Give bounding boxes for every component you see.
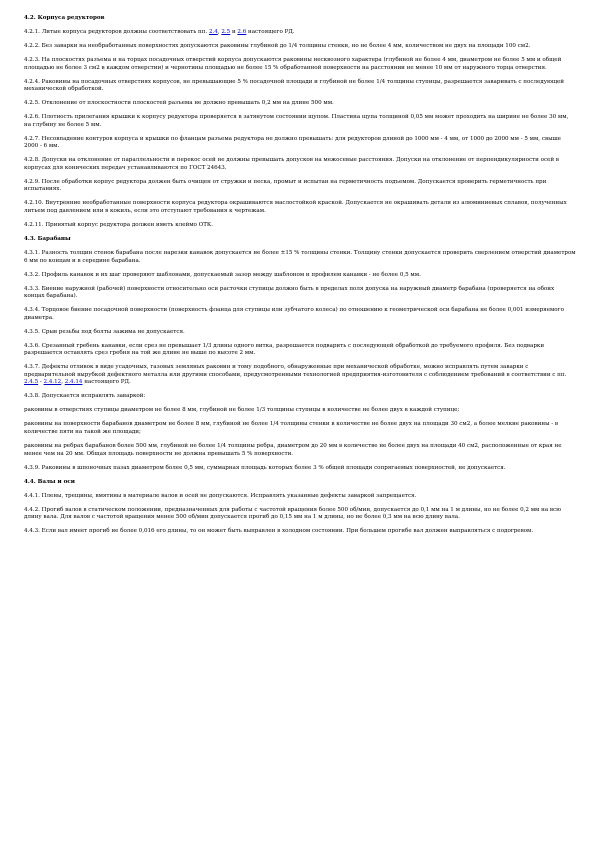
paragraph: [24, 272, 576, 280]
paragraph: [24, 250, 576, 265]
paragraph: [24, 222, 576, 230]
paragraph: [24, 407, 576, 415]
paragraph: [24, 343, 576, 358]
section-heading: 4.4. Валы и оси: [24, 478, 75, 485]
paragraph: [24, 57, 576, 72]
paragraph: [24, 200, 576, 215]
paragraph-text: раковины на поверхности барабанов диаметром не более 8 мм, глубиной не более 1/4 толщины стенки в количестве не более двух на площади 30 см2, а более мелкие раковины - в количестве пяти на такой же площади;: [24, 421, 559, 435]
paragraph: [24, 157, 576, 172]
paragraph-text: 4.3.4. Торцовое биение посадочной поверхности (поверхность фланца для ступицы или зубчатого колеса) по отношению к геометрической оси барабана не более 0,001 измеряемого диаметра.: [24, 307, 564, 321]
paragraph-text: раковины на ребрах барабанов более 500 мм, глубиной не более 1/4 толщины ребра, диаметром до 20 мм в количестве не более двух на площади 40 см2, расположенные от края не менее чем на 20 мм. Общая площадь поверхности не должна превышать 5 % поверхности.: [24, 442, 562, 457]
paragraph-text: ,: [61, 379, 65, 386]
paragraph-text: настоящего РД.: [82, 379, 131, 386]
paragraph: [24, 493, 576, 501]
paragraph-text: 4.2.11. Принятый корпус редуктора должен иметь клеймо ОТК.: [24, 222, 213, 228]
section-reference-link[interactable]: 2.4.5: [24, 379, 39, 386]
paragraph-text: 4.2.1. Литые корпуса редукторов должны соответствовать пп.: [24, 29, 209, 35]
paragraph-text: ,: [217, 29, 222, 35]
paragraph-text: 4.3.5. Срыв резьбы под болты зажима не допускается.: [24, 328, 185, 335]
paragraph: [24, 443, 576, 458]
paragraph-text: 4.4.1. Плены, трещины, вмятины в материале валов и осей не допускаются. Исправлять указанные дефекты заваркой запрещается.: [24, 492, 417, 499]
paragraph: [24, 136, 576, 151]
paragraph-text: 4.3.6. Срезанный гребень канавки, если срез не превышает 1/3 длины одного витка, разрешается подварить с последующей обработкой до требуемого профиля. Без подварки разрешается оставлять срез гребня на той же длине не выше по высоте 2 мм.: [24, 342, 545, 357]
paragraph: [24, 329, 576, 337]
paragraph-text: настоящего РД.: [246, 29, 295, 35]
paragraph-text: 4.3.9. Раковины в шпоночных пазах диаметром более 0,5 мм, суммарная площадь которых более 3 % общей площади сопрягаемых поверхностей, не допускается.: [24, 464, 506, 471]
section-reference-link[interactable]: 2.5: [221, 29, 231, 35]
paragraph: [24, 179, 576, 194]
paragraph-text: 4.4.2. Прогиб валов в статическом положении, предназначенных для работы с частотой вращения более 500 об/мин, допускается до 0,1 мм на 1 м длины, но не более 0,2 мм на всю длину вала. Для валов с частотой вращения менее 500 об/мин допускается прогиб до 0,15 мм на 1 м длины, но не более 0,3 мм на всю длину вала.: [24, 506, 562, 521]
paragraph: [24, 528, 576, 536]
paragraph: [24, 465, 576, 473]
paragraph: [24, 421, 576, 436]
paragraph-text: 4.2.7. Несовпадение контуров корпуса и крышки по фланцам разъема редуктора не должно превышать: для редукторов длиной до 1000 мм - 4 мм, от 1000 до 2000 мм - 5 мм, свыше 2000 - 6 мм.: [24, 135, 561, 150]
paragraph: [24, 286, 576, 301]
paragraph-text: и: [230, 29, 238, 35]
paragraph-text: 4.3.2. Профиль канавок и их шаг проверяют шаблонами, допускаемый зазор между шаблоном и профилем канавки - не более 0,5 мм.: [24, 271, 421, 278]
section-reference-link[interactable]: 2.4: [208, 29, 218, 35]
paragraph: [24, 29, 576, 37]
paragraph: [24, 100, 576, 108]
paragraph-text: -: [38, 379, 44, 386]
section-reference-link[interactable]: 2.4.12: [43, 379, 62, 386]
section-reference-link[interactable]: 2.6: [237, 29, 247, 35]
paragraph-text: 4.4.3. Если вал имеет прогиб не более 0,016 его длины, то он может быть выправлен в холодном состоянии. При большем прогибе вал должен выправляться с подогревом.: [24, 528, 534, 535]
paragraph-text: 4.2.4. Раковины на посадочных отверстиях корпусов, не превышающие 5 % посадочной площади и глубиной не более 1/4 толщины ступицы, разрешается заваривать с последующей механической обработкой.: [24, 78, 565, 93]
paragraph: [24, 507, 576, 522]
paragraph-text: 4.3.8. Допускается исправлять заваркой:: [24, 393, 146, 400]
paragraph-text: 4.3.1. Разность толщин стенок барабана после нарезки канавок допускается не более ±15 % толщины стенки. Толщину стенки допускается проверить сверлением отверстий диаметром 6 мм по концам и в середине барабана.: [24, 249, 576, 264]
section-reference-link[interactable]: 2.4.14: [64, 379, 83, 386]
paragraph-text: 4.3.7. Дефекты отливок в виде усадочных, газовых земляных раковин и тому подобного, обнаруженные при механической обработке, можно исправлять путем заварки с предварительной вырубкой дефектного металла или другими способами, предусмотренными технологией предприятия-изготовителя с соблюдением требований в соответствии с пп.: [24, 364, 567, 378]
paragraph: [24, 114, 576, 129]
paragraph-text: 4.3.3. Биение наружной (рабочей) поверхности относительно оси расточки ступицы должно быть в пределах поля допуска на наружный диаметр барабана (проверяется на обоих концах барабана).: [24, 285, 555, 300]
paragraph-text: 4.2.3. На плоскостях разъема и на торцах посадочных отверстий корпуса допускаются раковины несквозного характера (глубиной не более 4 мм, диаметром не более 5 мм и общей площадью не более 3 см2 в каждом отверстии) и чернотины площадью не более 15 % обработанной поверхности на расстоянии не менее 10 мм от наружного торца отверстия.: [24, 56, 562, 71]
paragraph: [24, 307, 576, 322]
paragraph: [24, 43, 576, 51]
paragraph-text: 4.2.10. Внутренние необработанные поверхности корпуса редуктора окрашиваются маслостойкой краской. Допускается не окрашивать детали из алюминиевых сплавов, полученных литьем под давлением или в кокиль, если это отступают требования к чертежам.: [24, 200, 567, 215]
paragraph-text: 4.2.5. Отклонение от плоскостности плоскостей разъема не должно превышать 0,2 мм на длине 500 мм.: [24, 100, 334, 107]
paragraph-text: 4.2.6. Плотность прилегания крышки к корпусу редуктора проверяется в затянутом состоянии щупом. Пластина щупа толщиной 0,05 мм может проходить на ширине не более 30 мм, на глубину не более 5 мм.: [24, 114, 569, 128]
paragraph-text: 4.2.8. Допуски на отклонение от параллельности и перекос осей не должны превышать допусков на межосевые расстояния. Допуски на отклонение от перпендикулярности осей в корпусах для конических передач устанавливаются по ГОСТ 24643.: [24, 157, 559, 171]
paragraph: [24, 79, 576, 94]
section-heading: 4.3. Барабаны: [24, 235, 71, 242]
document-page: [24, 15, 576, 542]
paragraph-text: 4.2.2. Без заварки на необработанных поверхностях допускаются раковины глубиной до 1/4 толщины стенки, но не более 4 мм, количеством не двух на площади 100 см2.: [24, 42, 531, 49]
paragraph-text: раковины в отверстиях ступицы диаметром не более 8 мм, глубиной не более 1/3 толщины ступицы в количестве не более двух в каждой ступице;: [24, 407, 460, 414]
section-heading: 4.2. Корпуса редукторов: [24, 15, 105, 21]
paragraph: [24, 393, 576, 401]
paragraph-text: 4.2.9. После обработки корпус редуктора должен быть очищен от стружки и песка, промыт и испытан на герметичность подъемом. Допускается проверить герметичность при испытаниях.: [24, 178, 547, 193]
paragraph: [24, 364, 576, 387]
